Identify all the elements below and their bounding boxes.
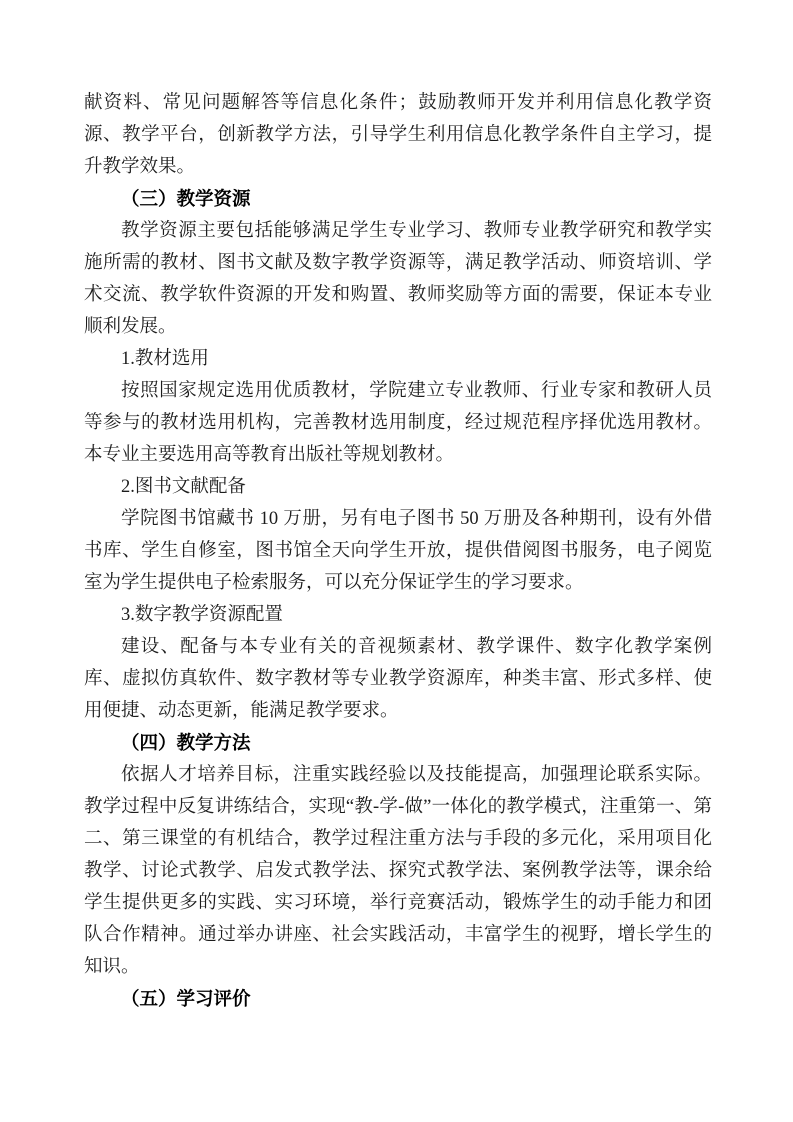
paragraph-digital-resources: 建设、配备与本专业有关的音视频素材、教学课件、数字化教学案例库、虚拟仿真软件、数字教材等专业教学资源库，种类丰富、形式多样、使用便捷、动态更新，能满足教学要求。 xyxy=(84,637,712,721)
paragraph-library-literature: 学院图书馆藏书 10 万册，另有电子图书 50 万册及各种期刊，设有外借书库、学生自修室，图书馆全天向学生开放，提供借阅图书服务，电子阅览室为学生提供电子检索服务，可以充分保证学生的学习要求。 xyxy=(84,509,712,593)
paragraph-teaching-resources-overview: 教学资源主要包括能够满足学生专业学习、教师专业教学研究和教学实施所需的教材、图书文献及数字教学资源等，满足教学活动、师资培训、学术交流、教学软件资源的开发和购置、教师奖励等方面的需要，保证本专业顺利发展。 xyxy=(84,221,712,337)
sub-heading-library-literature: 2.图书文献配备 xyxy=(121,477,246,497)
section-heading-teaching-resources: （三）教学资源 xyxy=(121,188,251,209)
section-heading-learning-evaluation: （五）学习评价 xyxy=(121,988,251,1009)
paragraph-teaching-methods: 依据人才培养目标，注重实践经验以及技能提高，加强理论联系实际。教学过程中反复讲练结合，实现“教-学-做”一体化的教学模式，注重第一、第二、第三课堂的有机结合，教学过程注重方法与手段的多元化，采用项目化教学、讨论式教学、启发式教学法、探究式教学法、案例教学法等，课余给学生提供更多的实践、实习环境，举行竞赛活动，锻炼学生的动手能力和团队合作精神。通过举办讲座、社会实践活动，丰富学生的视野，增长学生的知识。 xyxy=(84,765,712,977)
section-heading-teaching-methods: （四）教学方法 xyxy=(121,732,251,753)
paragraph-textbook-selection: 按照国家规定选用优质教材，学院建立专业教师、行业专家和教研人员等参与的教材选用机构，完善教材选用制度，经过规范程序择优选用教材。本专业主要选用高等教育出版社等规划教材。 xyxy=(84,381,712,465)
sub-heading-textbook-selection: 1.教材选用 xyxy=(121,349,209,369)
sub-heading-digital-resources: 3.数字教学资源配置 xyxy=(121,605,283,625)
paragraph-continuation-informatization: 献资料、常见问题解答等信息化条件；鼓励教师开发并利用信息化教学资源、教学平台，创新教学方法，引导学生利用信息化教学条件自主学习，提升教学效果。 xyxy=(84,93,712,177)
